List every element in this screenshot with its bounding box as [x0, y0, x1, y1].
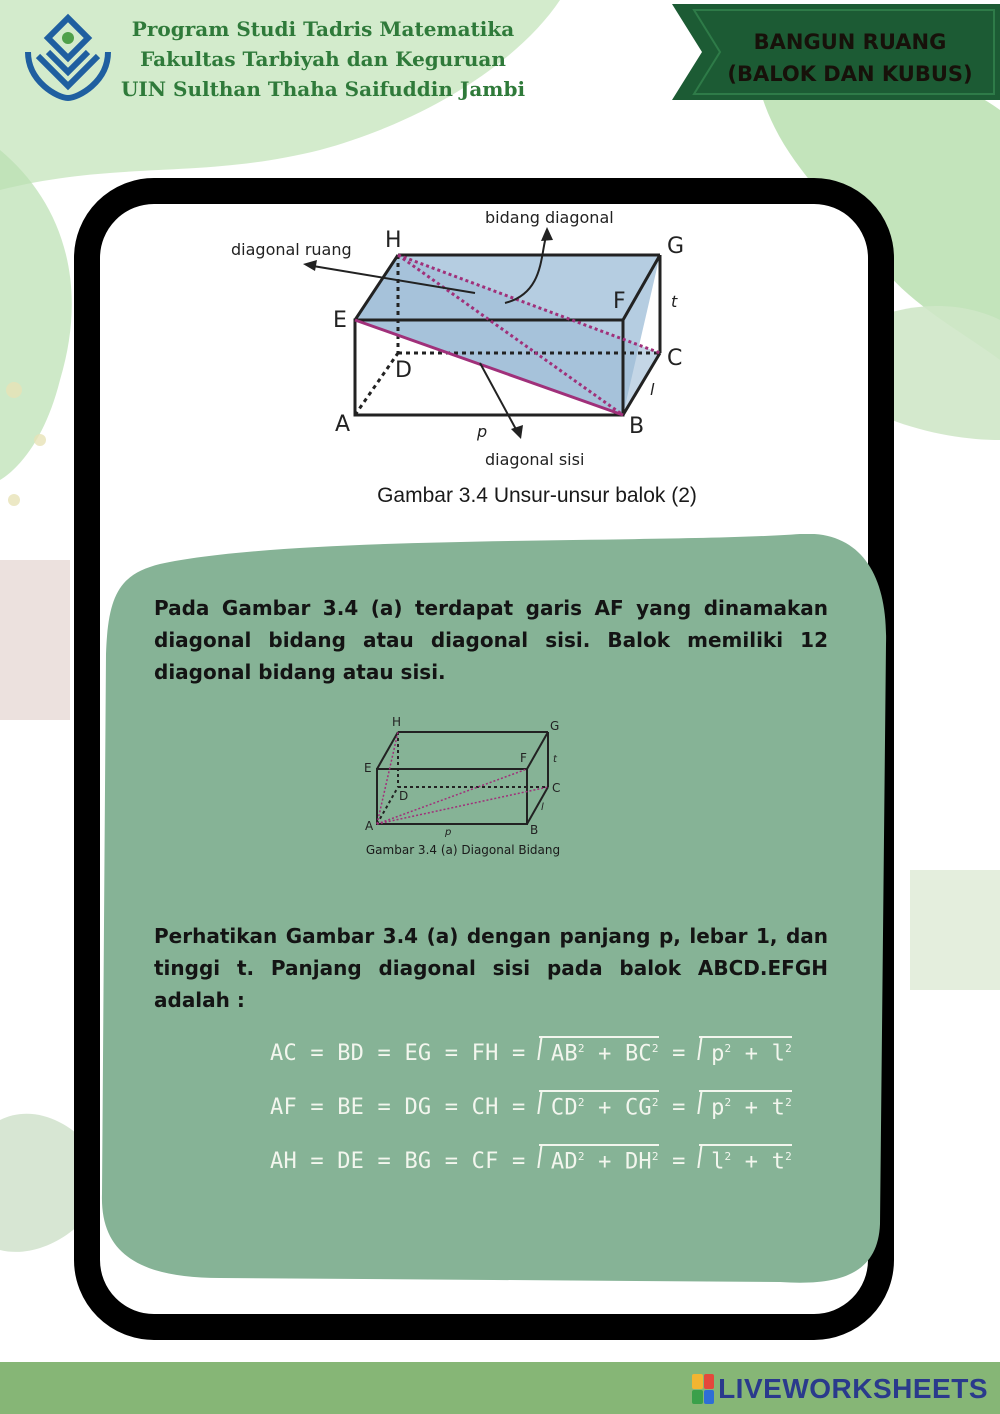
figure1-caption: Gambar 3.4 Unsur-unsur balok (2)	[377, 484, 697, 507]
liveworksheets-wordmark: LIVEWORKSHEETS	[718, 1373, 988, 1404]
fig2-label-c: C	[552, 781, 561, 795]
fig1-label-c: C	[667, 346, 683, 371]
formula-term: l	[711, 1149, 725, 1175]
fig1-label-p: p	[477, 422, 488, 441]
formula-radical: $p^2 + l^2$	[699, 1036, 792, 1065]
paragraph-diagonal-length-intro: Perhatikan Gambar 3.4 (a) dengan panjang p, lebar 1, dan tinggi t. Panjang diagonal sisi pada balok ABCD.EFGH adalah :	[154, 924, 828, 1012]
topic-title-line1: BANGUN RUANG	[753, 30, 947, 54]
fig1-label-d: D	[395, 358, 412, 383]
fig1-annotation-face-diagonal: diagonal sisi	[485, 450, 585, 469]
fig2-label-l: l	[541, 802, 544, 813]
header-line-faculty: Fakultas Tarbiyah dan Keguruan	[140, 47, 506, 71]
liveworksheets-brand[interactable]	[692, 1372, 988, 1406]
liveworksheets-logo-icon	[692, 1374, 714, 1404]
university-logo-icon	[18, 12, 118, 104]
fig1-label-a: A	[335, 412, 351, 437]
formula-radical: $AB^2 + BC^2$	[539, 1036, 659, 1065]
formula-term: + t	[731, 1095, 786, 1121]
fig2-label-e: E	[364, 761, 372, 775]
fig1-label-e: E	[333, 308, 347, 333]
fig1-label-g: G	[667, 234, 685, 259]
formula-term: + DH	[584, 1149, 652, 1175]
fig2-label-h: H	[392, 715, 402, 729]
formula-row	[270, 1144, 830, 1174]
fig2-label-f: F	[520, 751, 527, 765]
fig1-annotation-space-diagonal: diagonal ruang	[231, 240, 352, 259]
formula-radical: $CD^2 + CG^2$	[539, 1090, 659, 1119]
formula-term: p	[711, 1095, 725, 1121]
formula-term: + l	[731, 1041, 786, 1067]
formula-equals: =	[672, 1095, 686, 1121]
topic-title	[700, 26, 1000, 90]
formula-radical: $l^2 + t^2$	[699, 1144, 792, 1173]
cuboid-elements-figure	[225, 203, 705, 475]
formula-term: AD	[550, 1149, 578, 1175]
formula-term: p	[711, 1041, 725, 1067]
formula-equals: =	[672, 1041, 686, 1067]
formula-lhs: AC = BD = EG = FH =	[270, 1041, 526, 1067]
header-line-program: Program Studi Tadris Matematika	[131, 17, 515, 41]
header-line-university: UIN Sulthan Thaha Saifuddin Jambi	[120, 77, 526, 101]
formula-term: + BC	[584, 1041, 652, 1067]
institution-header	[118, 14, 528, 104]
formula-equals: =	[672, 1149, 686, 1175]
formula-radical: $p^2 + t^2$	[699, 1090, 792, 1119]
fig2-label-p: p	[445, 827, 452, 838]
fig2-label-b: B	[530, 823, 539, 837]
formula-term: CD	[550, 1095, 578, 1121]
fig2-label-t: t	[553, 754, 557, 765]
formula-row	[270, 1036, 830, 1066]
face-diagonal-figure	[360, 712, 575, 842]
fig2-label-g: G	[550, 719, 560, 733]
figure2-caption: Gambar 3.4 (a) Diagonal Bidang	[365, 843, 561, 857]
paragraph-face-diagonal-intro: Pada Gambar 3.4 (a) terdapat garis AF yang dinamakan diagonal bidang atau diagonal sisi. Balok memiliki 12 diagonal bidang atau sisi.	[154, 596, 828, 684]
topic-title-line2: (BALOK DAN KUBUS)	[727, 62, 973, 86]
formula-lhs: AH = DE = BG = CF =	[270, 1149, 526, 1175]
fig1-label-h: H	[385, 228, 402, 253]
formula-term: + t	[731, 1149, 786, 1175]
formula-lhs: AF = BE = DG = CH =	[270, 1095, 526, 1121]
fig1-label-f: F	[613, 289, 626, 314]
fig2-label-a: A	[365, 819, 374, 833]
fig1-label-t: t	[671, 292, 678, 311]
formula-row	[270, 1090, 830, 1120]
formula-term: AB	[550, 1041, 578, 1067]
fig1-annotation-plane: bidang diagonal	[485, 208, 614, 227]
formula-radical: $AD^2 + DH^2$	[539, 1144, 659, 1173]
formula-term: + CG	[584, 1095, 652, 1121]
fig1-label-l: l	[650, 380, 655, 399]
fig2-label-d: D	[399, 789, 409, 803]
fig1-label-b: B	[629, 414, 645, 439]
